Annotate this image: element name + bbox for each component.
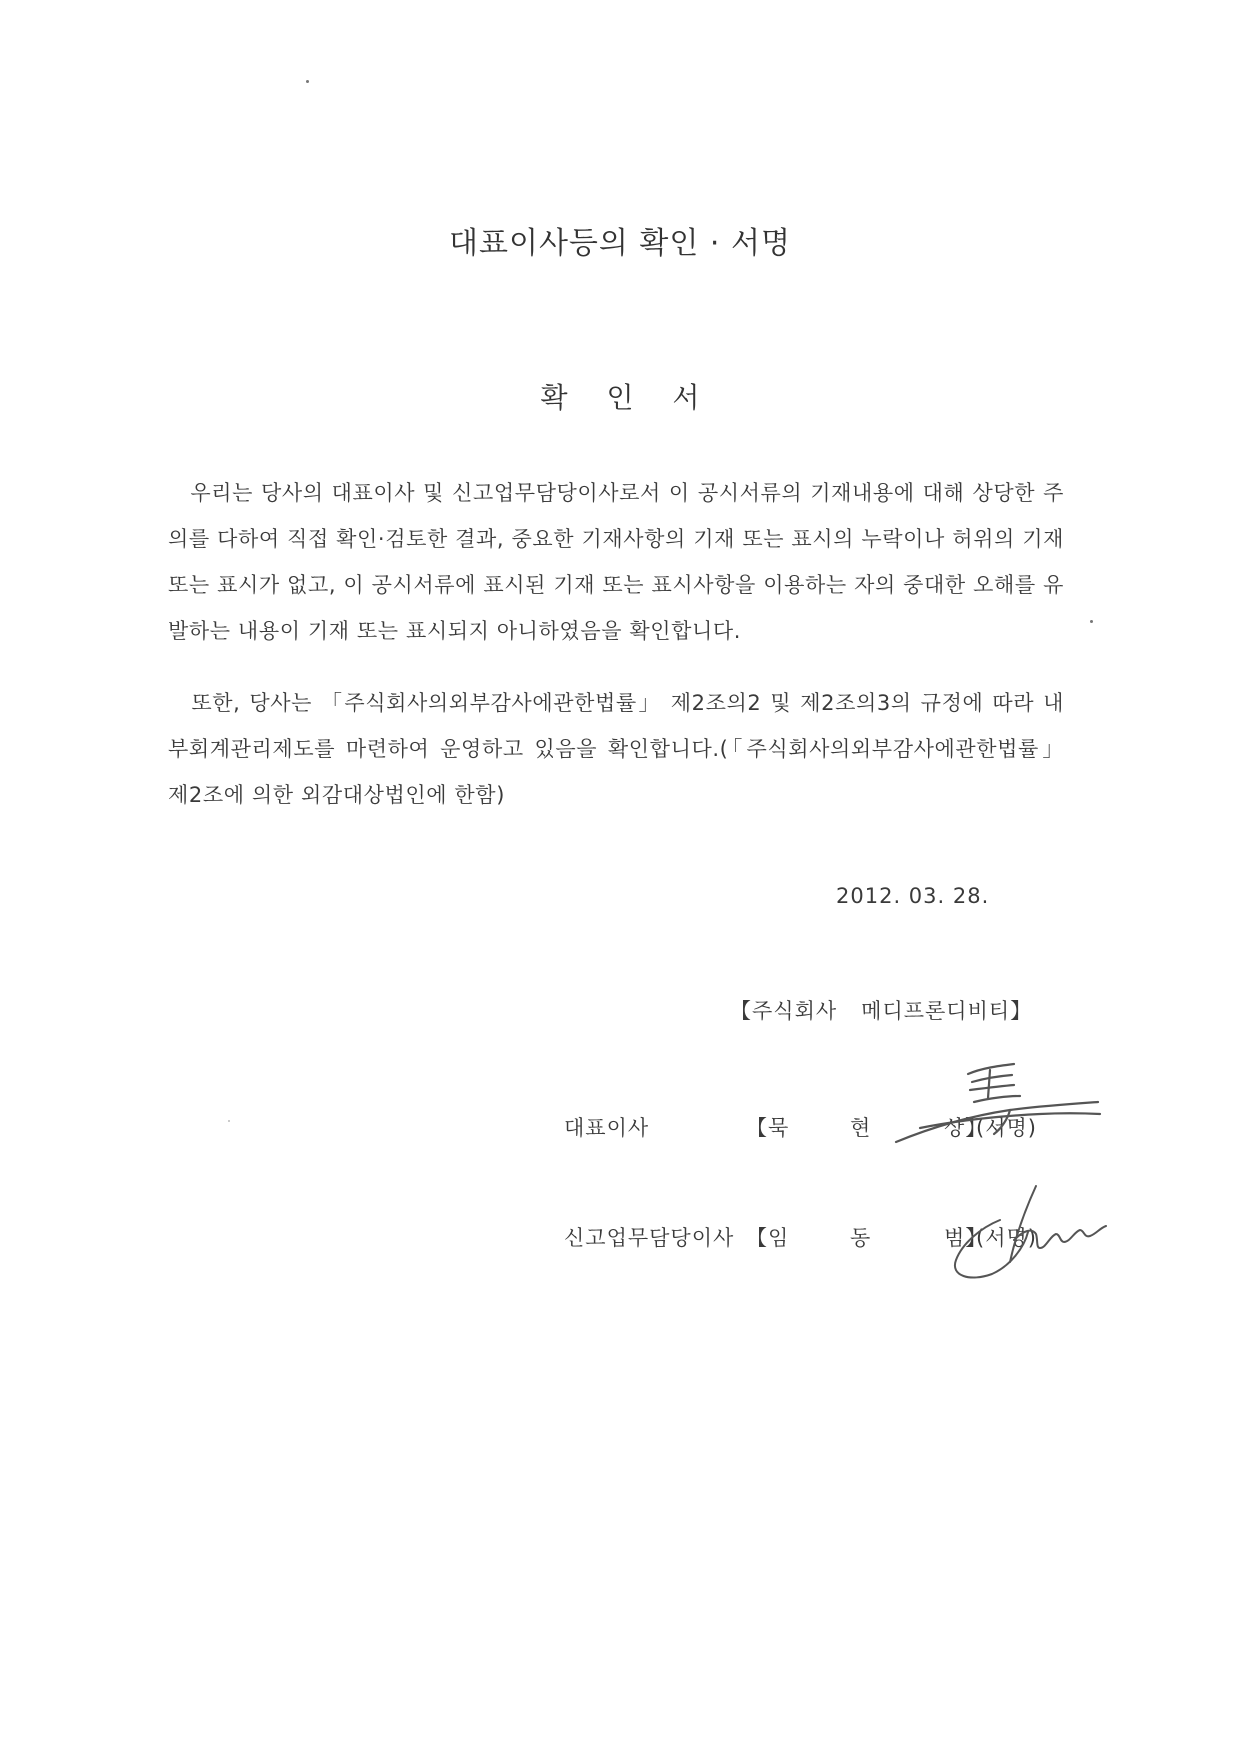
signer-role: 신고업무담당이사 bbox=[564, 1226, 735, 1250]
signer-row-disclosure-officer bbox=[564, 1222, 1104, 1262]
signer-name-part: 동 bbox=[850, 1226, 872, 1250]
signature-note: (서명) bbox=[976, 1226, 1037, 1250]
document-subtitle: 확 인 서 bbox=[540, 381, 700, 414]
scan-speck bbox=[1090, 620, 1093, 623]
document-title: 대표이사등의 확인 · 서명 bbox=[449, 226, 791, 261]
confirmation-paragraph bbox=[168, 470, 1064, 654]
company-name-text: 메디프론디비티】 bbox=[861, 999, 1033, 1023]
signer-name-part: 【임 bbox=[746, 1226, 790, 1250]
signer-name-part: 【묵 bbox=[746, 1116, 790, 1140]
signer-role: 대표이사 bbox=[564, 1116, 650, 1140]
company-name bbox=[730, 995, 1032, 1025]
signer-name-part: 현 bbox=[850, 1116, 872, 1140]
company-prefix: 【주식회사 bbox=[730, 999, 838, 1023]
confirmation-paragraph-text: 우리는 당사의 대표이사 및 신고업무담당이사로서 이 공시서류의 기재내용에 대해 상당한 주의를 다하여 직접 확인·검토한 결과, 중요한 기재사항의 기재 또는 표시의 누락이나 허위의 기재 또는 표시가 없고, 이 공시서류에 표시된 기재 또는 표시사항을 이용하는 자의 중대한 오해를 유발하는 내용이 기재 또는 표시되지 아니하였음을 확인합니다. bbox=[168, 481, 1064, 643]
signer-name-part: 범】 bbox=[944, 1226, 988, 1250]
scan-speck bbox=[306, 80, 309, 83]
signer-name-part: 상】 bbox=[944, 1116, 988, 1140]
signature-note: (서명) bbox=[976, 1116, 1037, 1140]
signer-row-ceo bbox=[564, 1112, 1104, 1152]
document-date: 2012. 03. 28. bbox=[836, 884, 990, 908]
internal-control-paragraph bbox=[168, 680, 1064, 818]
scan-speck bbox=[228, 1120, 230, 1122]
internal-control-paragraph-text: 또한, 당사는 「주식회사의외부감사에관한법률」 제2조의2 및 제2조의3의 규정에 따라 내부회계관리제도를 마련하여 운영하고 있음을 확인합니다.(「주식회사의외부감사에관한법률」 제2조에 의한 외감대상법인에 한함) bbox=[168, 691, 1064, 807]
